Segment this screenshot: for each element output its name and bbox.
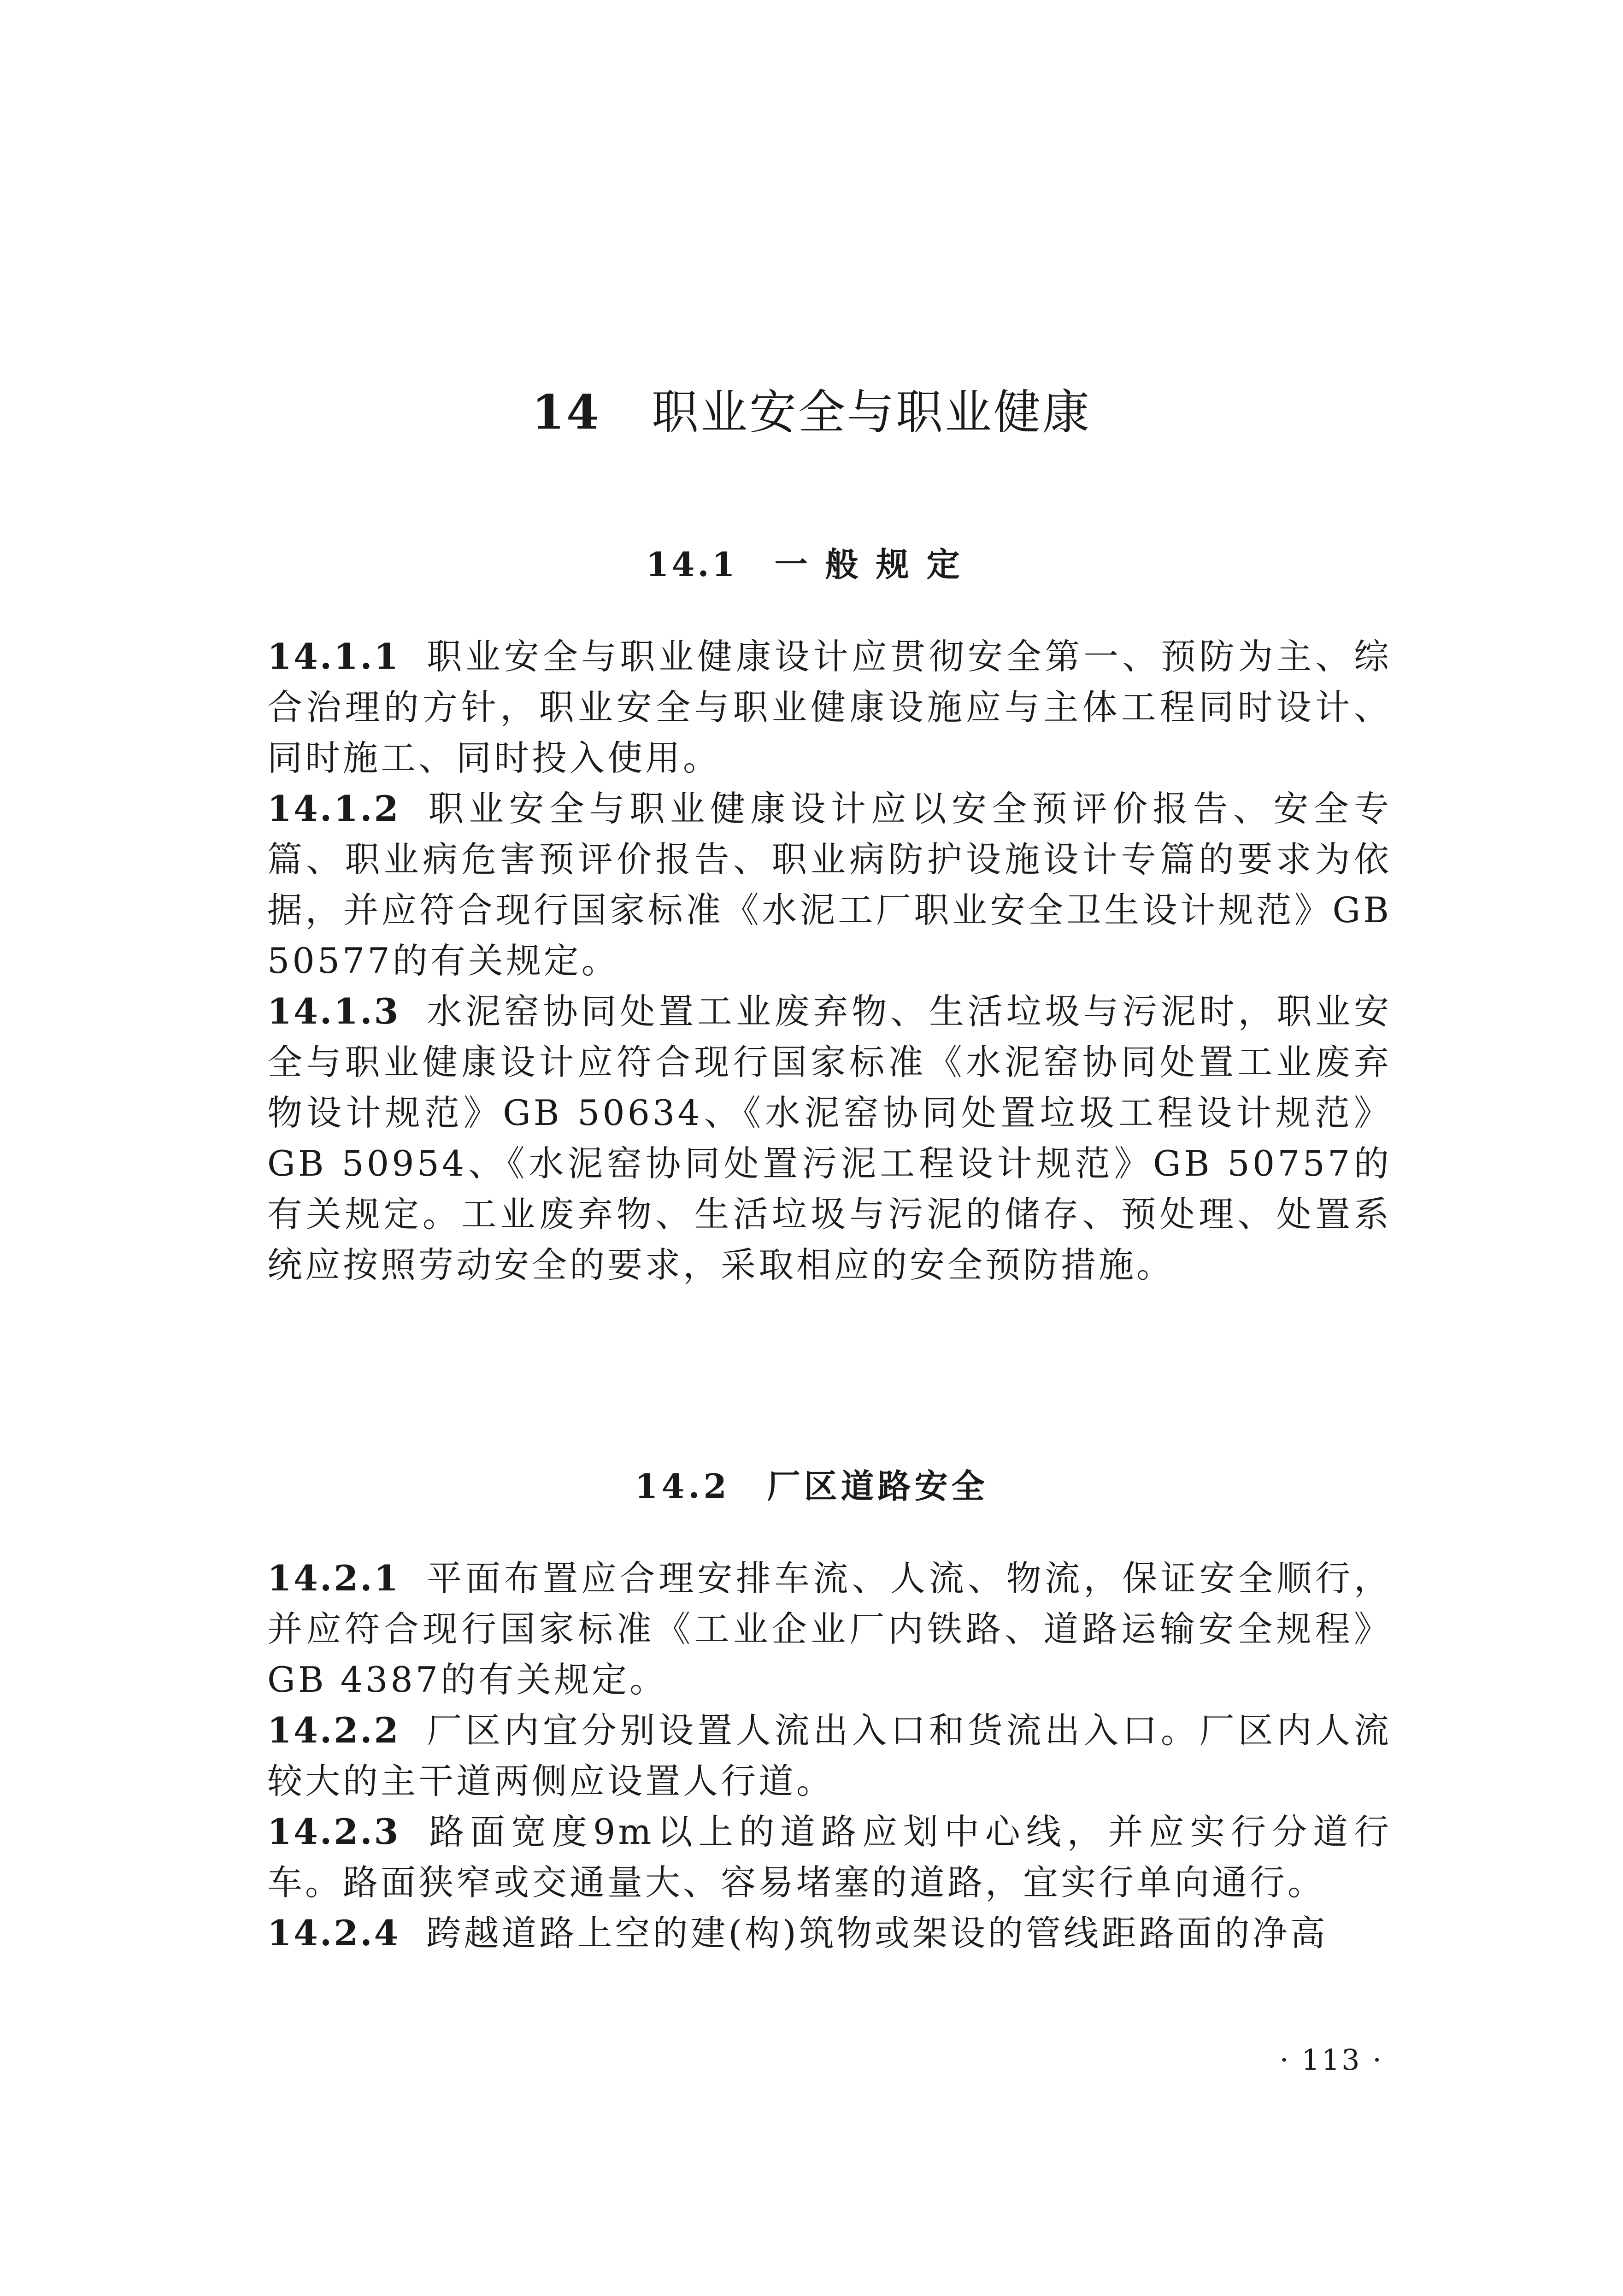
clause-text: 路面宽度9m以上的道路应划中心线，并应实行分道行车。路面狭窄或交通量大、容易堵塞的道路，宜实行单向通行。 <box>267 1811 1392 1903</box>
clause-text: 平面布置应合理安排车流、人流、物流，保证安全顺行，并应符合现行国家标准《工业企业厂内铁路、道路运输安全规程》GB 4387的有关规定。 <box>267 1558 1392 1700</box>
section-title-text: 一般规定 <box>774 545 977 584</box>
clause-number: 14.1.1 <box>267 636 400 677</box>
section-14-2-clauses <box>267 1553 1392 1959</box>
clause-14-2-2 <box>267 1705 1392 1807</box>
clause-14-2-3 <box>267 1807 1392 1908</box>
clause-14-1-2 <box>267 783 1392 986</box>
clause-text: 跨越道路上空的建(构)筑物或架设的管线距路面的净高 <box>426 1913 1328 1954</box>
clause-number: 14.1.2 <box>267 788 400 829</box>
clause-number: 14.2.2 <box>267 1710 400 1751</box>
clause-14-2-4 <box>267 1908 1392 1959</box>
chapter-number: 14 <box>532 385 601 440</box>
clause-text: 厂区内宜分别设置人流出入口和货流出入口。厂区内人流较大的主干道两侧应设置人行道。 <box>267 1710 1392 1801</box>
clause-14-2-1 <box>267 1553 1392 1705</box>
clause-14-1-1 <box>267 631 1392 783</box>
chapter-title <box>0 378 1623 447</box>
section-14-1-clauses <box>267 631 1392 1290</box>
section-number: 14.2 <box>635 1466 730 1506</box>
clause-number: 14.2.1 <box>267 1558 400 1599</box>
clause-text: 职业安全与职业健康设计应以安全预评价报告、安全专篇、职业病危害预评价报告、职业病防护设施设计专篇的要求为依据，并应符合现行国家标准《水泥工厂职业安全卫生设计规范》GB 50577的有关规定。 <box>267 788 1392 981</box>
clause-text: 水泥窑协同处置工业废弃物、生活垃圾与污泥时，职业安全与职业健康设计应符合现行国家标准《水泥窑协同处置工业废弃物设计规范》GB 50634、《水泥窑协同处置垃圾工程设计规范》GB 50954、《水泥窑协同处置污泥工程设计规范》GB 50757的有关规定。工业废弃物、生活垃圾与污泥的储存、预处理、处置系统应按照劳动安全的要求，采取相应的安全预防措施。 <box>267 991 1392 1285</box>
clause-number: 14.2.3 <box>267 1811 400 1852</box>
section-number: 14.1 <box>646 545 738 584</box>
clause-14-1-3 <box>267 986 1392 1290</box>
section-title-text: 厂区道路安全 <box>767 1467 988 1506</box>
section-title-14-2 <box>0 1461 1623 1512</box>
page-number: · 113 · <box>1279 2043 1383 2077</box>
clause-number: 14.1.3 <box>267 991 400 1032</box>
chapter-title-text: 职业安全与职业健康 <box>651 385 1091 440</box>
clause-text: 职业安全与职业健康设计应贯彻安全第一、预防为主、综合治理的方针，职业安全与职业健康设施应与主体工程同时设计、同时施工、同时投入使用。 <box>267 636 1392 778</box>
section-title-14-1 <box>0 539 1623 590</box>
clause-number: 14.2.4 <box>267 1913 400 1954</box>
